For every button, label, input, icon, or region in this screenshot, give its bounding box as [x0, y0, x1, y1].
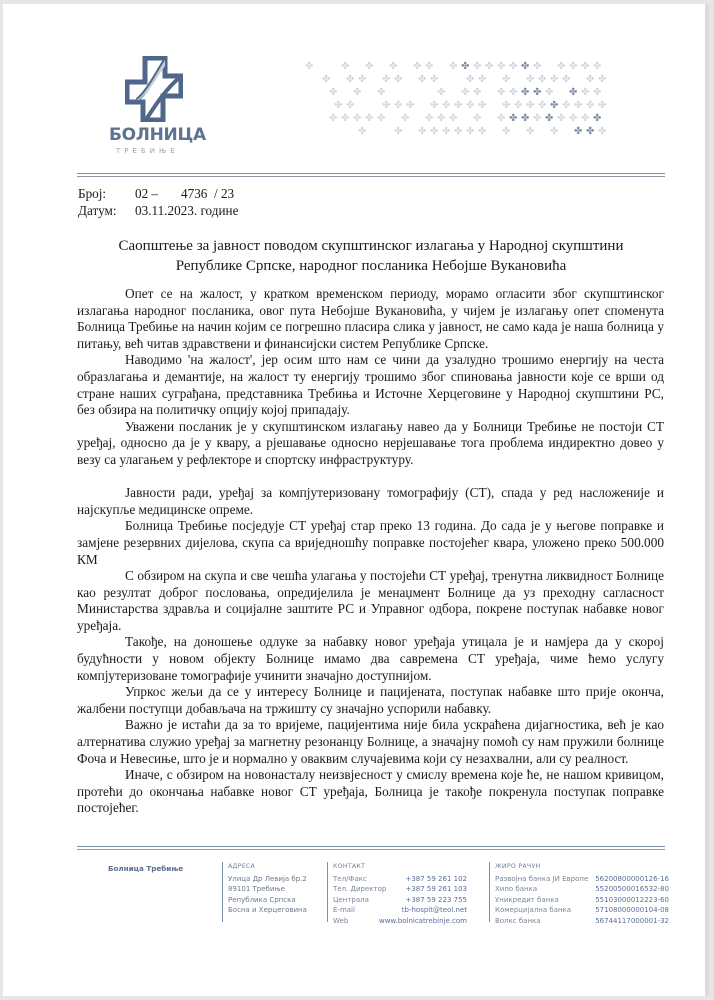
pattern-cross-icon: ✤	[509, 87, 518, 98]
pattern-cross-icon: ✤	[526, 126, 535, 137]
pattern-cross-icon: ✤	[478, 126, 487, 137]
number-label: Број:	[78, 186, 107, 201]
pattern-cross-icon: ✤	[509, 113, 518, 124]
account-row	[495, 895, 669, 906]
address-line: 89101 Требиње	[228, 885, 285, 894]
pattern-cross-icon: ✤	[473, 113, 482, 124]
pattern-cross-icon: ✤	[533, 113, 542, 124]
logo-title: БОЛНИЦА	[109, 125, 206, 145]
pattern-cross-icon: ✤	[413, 61, 422, 72]
document-title	[77, 236, 665, 276]
pattern-cross-icon: ✤	[521, 113, 530, 124]
pattern-cross-icon: ✤	[322, 74, 331, 85]
paragraph: Важно је истаћи да за то вријеме, пацијентима није била ускраћена дијагностика, већ је као алтернатива служио уређај за магнетну резонанцу Болнице, а значајну помоћ су нам пружили болнице Фоча и Невесиње, што је и нормално у оваквим случајевима који су незахвални, али су реалност.	[77, 717, 664, 766]
address-line: Република Српска	[228, 895, 296, 904]
pattern-cross-icon: ✤	[341, 61, 350, 72]
paragraph: Болница Требиње посједује СТ уређај стар преко 13 година. До сада је у његове поправке и замјене резервних дијелова, скупа са вриједношћу поправке постојећег квара, уложено преко 500.000 КМ	[77, 518, 664, 567]
pattern-cross-icon: ✤	[550, 100, 559, 111]
pattern-cross-icon: ✤	[514, 100, 523, 111]
pattern-cross-icon: ✤	[466, 100, 475, 111]
reference-block	[78, 185, 238, 219]
pattern-cross-icon: ✤	[401, 113, 410, 124]
footer-organization: Болница Требиње	[108, 864, 184, 873]
pattern-cross-icon: ✤	[382, 74, 391, 85]
pattern-cross-icon: ✤	[454, 100, 463, 111]
pattern-cross-icon: ✤	[581, 87, 590, 98]
pattern-cross-icon: ✤	[305, 61, 314, 72]
reference-number-row	[78, 185, 238, 202]
pattern-cross-icon: ✤	[377, 87, 386, 98]
logo-subtitle: ТРЕБИЊЕ	[116, 147, 179, 155]
pattern-cross-icon: ✤	[574, 126, 583, 137]
pattern-cross-icon: ✤	[478, 74, 487, 85]
pattern-cross-icon: ✤	[497, 87, 506, 98]
title-line-1: Саопштење за јавност поводом скупштинског излагања у Народној скупштини	[118, 238, 624, 254]
pattern-cross-icon: ✤	[394, 126, 403, 137]
pattern-cross-icon: ✤	[329, 113, 338, 124]
pattern-cross-icon: ✤	[382, 100, 391, 111]
bank-name: Комерцијална банка	[495, 906, 572, 915]
paragraph: Наводимо 'на жалост', јер осим што нам се чини да узалудно трошимо енергију на честа образлагања и демантије, на жалост ту енергију трошимо због спиновања јавности које се врши од стране наших суграђана, представника Требиња и Источне Херцеговине у Народној скупштини РС, без обзира на политичку опцију којој припадају.	[77, 352, 664, 418]
contact-value: +387 59 261 102	[405, 874, 467, 883]
pattern-cross-icon: ✤	[394, 100, 403, 111]
number-part-3: / 23	[214, 186, 235, 201]
pattern-cross-icon: ✤	[449, 113, 458, 124]
pattern-cross-icon: ✤	[353, 113, 362, 124]
pattern-cross-icon: ✤	[353, 87, 362, 98]
pattern-cross-icon: ✤	[497, 113, 506, 124]
account-number: 55200500016532-80	[595, 885, 669, 894]
pattern-cross-icon: ✤	[593, 87, 602, 98]
pattern-cross-icon: ✤	[586, 100, 595, 111]
website-link[interactable]: www.bolnicatrebinje.com	[379, 916, 467, 925]
paragraph: Опет се на жалост, у кратком временском периоду, морамо огласити због скупштинског излагања народног посланика, овог пута Небојше Вукановића, у чијем је излагању опет споменута Болница Требиње на начин којим се погрешно пласира слика у јавност, не само када је наша болница у питању, већ читав здравствени и финансијски систем Републике Српске.	[77, 286, 664, 351]
pattern-cross-icon: ✤	[526, 74, 535, 85]
pattern-cross-icon: ✤	[502, 74, 511, 85]
contact-label: Централа	[333, 895, 369, 904]
pattern-cross-icon: ✤	[598, 74, 607, 85]
bank-name: Развојна банка ЈИ Европе	[495, 874, 589, 883]
account-number: 55103000012223-60	[595, 895, 669, 904]
contact-label: Тел. Директор	[333, 885, 387, 894]
contact-row	[333, 916, 467, 927]
bank-name: Волкс банка	[495, 916, 541, 925]
pattern-cross-icon: ✤	[377, 113, 386, 124]
pattern-cross-icon: ✤	[346, 100, 355, 111]
pattern-cross-icon: ✤	[389, 61, 398, 72]
accounts-heading: ЖИРО РАЧУН	[495, 863, 541, 870]
contact-row	[333, 895, 467, 906]
paragraph: Јавности ради, уређај за компјутеризовану томографију (СТ), спада у ред насложеније и најскупље медицинске опреме.	[77, 485, 664, 517]
pattern-cross-icon: ✤	[449, 61, 458, 72]
contact-row	[333, 905, 467, 916]
pattern-cross-icon: ✤	[502, 126, 511, 137]
pattern-cross-icon: ✤	[418, 74, 427, 85]
pattern-cross-icon: ✤	[521, 61, 530, 72]
pattern-cross-icon: ✤	[437, 113, 446, 124]
pattern-cross-icon: ✤	[358, 74, 367, 85]
pattern-cross-icon: ✤	[341, 113, 350, 124]
pattern-cross-icon: ✤	[442, 100, 451, 111]
pattern-cross-icon: ✤	[569, 87, 578, 98]
paragraph: Такође, на доношење одлуке за набавку новог уређаја утицала је и намјера да у скорој будућности у новом објекту Болнице имамо два савремена СТ уређаја, чиме ћемо услугу компјутеризоване томографије учинити значајно доступнијом.	[77, 634, 664, 683]
pattern-cross-icon: ✤	[562, 74, 571, 85]
pattern-cross-icon: ✤	[358, 126, 367, 137]
header-divider	[77, 173, 665, 177]
pattern-cross-icon: ✤	[502, 100, 511, 111]
pattern-cross-icon: ✤	[418, 126, 427, 137]
title-line-2: Републике Српске, народног посланика Небојше Вукановића	[175, 258, 567, 274]
pattern-cross-icon: ✤	[461, 61, 470, 72]
pattern-cross-icon: ✤	[581, 61, 590, 72]
footer-accounts	[489, 862, 669, 925]
contact-row	[333, 874, 467, 885]
contact-value: +387 59 261 103	[405, 885, 467, 894]
date-value: 03.11.2023. године	[135, 203, 239, 218]
pattern-cross-icon: ✤	[538, 100, 547, 111]
document-page	[3, 4, 709, 996]
hospital-cross-icon	[125, 56, 183, 122]
number-part-1: 02 –	[135, 186, 159, 201]
document-body	[77, 286, 664, 817]
pattern-cross-icon: ✤	[334, 100, 343, 111]
pattern-cross-icon: ✤	[466, 126, 475, 137]
pattern-cross-icon: ✤	[425, 113, 434, 124]
account-row	[495, 905, 669, 916]
pattern-cross-icon: ✤	[562, 100, 571, 111]
contact-label: Web	[333, 916, 349, 925]
pattern-cross-icon: ✤	[485, 61, 494, 72]
pattern-cross-icon: ✤	[586, 126, 595, 137]
number-part-2: 4736	[181, 186, 208, 201]
pattern-cross-icon: ✤	[550, 74, 559, 85]
address-heading: АДРЕСА	[228, 863, 256, 870]
pattern-cross-icon: ✤	[538, 74, 547, 85]
pattern-cross-icon: ✤	[593, 113, 602, 124]
pattern-cross-icon: ✤	[365, 113, 374, 124]
account-number: 56744117000001-32	[595, 916, 669, 925]
paragraph: Иначе, с обзиром на новонасталу неизвјесност у смислу времена које ће, не нашом кривицом, протећи до окончања набавке новог СТ уређаја, Болница је такође покренула поступак поправке постојећег.	[77, 767, 664, 816]
pattern-cross-icon: ✤	[557, 113, 566, 124]
pattern-cross-icon: ✤	[430, 74, 439, 85]
pattern-cross-icon: ✤	[586, 74, 595, 85]
contact-label: Тел/Факс	[333, 874, 367, 883]
pattern-cross-icon: ✤	[437, 87, 446, 98]
pattern-cross-icon: ✤	[497, 61, 506, 72]
paragraph: Уважени посланик је у скупштинском излагању навео да у Болници Требиње не постоји СТ уређај, односно да је у квару, а рјешавање односно нерјешавање тога проблема индиректно довео у везу са улагањем у рефлекторе и спортску инфраструктуру.	[77, 418, 664, 467]
pattern-cross-icon: ✤	[557, 61, 566, 72]
address-line: Улица Др Левија бр.2	[228, 874, 307, 883]
account-row	[495, 916, 669, 927]
pattern-cross-icon: ✤	[526, 100, 535, 111]
account-number: 57108000000104-08	[595, 906, 669, 915]
pattern-cross-icon: ✤	[545, 113, 554, 124]
pattern-cross-icon: ✤	[454, 126, 463, 137]
pattern-cross-icon: ✤	[521, 87, 530, 98]
pattern-cross-icon: ✤	[478, 100, 487, 111]
pattern-cross-icon: ✤	[533, 61, 542, 72]
pattern-cross-icon: ✤	[329, 87, 338, 98]
footer-contact	[327, 862, 467, 925]
pattern-cross-icon: ✤	[442, 126, 451, 137]
pattern-cross-icon: ✤	[425, 61, 434, 72]
reference-date-row	[78, 202, 238, 219]
small-cross-pattern-icon	[293, 62, 605, 142]
pattern-cross-icon: ✤	[473, 61, 482, 72]
paragraph: Упркос жељи да се у интересу Болнице и пацијената, поступак набавке што прије оконча, жалбени поступци добављача на тржишту су значајно успорили набавку.	[77, 684, 664, 716]
pattern-cross-icon: ✤	[545, 87, 554, 98]
contact-heading: КОНТАКТ	[333, 863, 366, 870]
contact-label: E-mail	[333, 906, 355, 915]
pattern-cross-icon: ✤	[598, 100, 607, 111]
pattern-cross-icon: ✤	[394, 74, 403, 85]
pattern-cross-icon: ✤	[406, 100, 415, 111]
pattern-cross-icon: ✤	[550, 126, 559, 137]
pattern-cross-icon: ✤	[509, 61, 518, 72]
pattern-cross-icon: ✤	[581, 113, 590, 124]
address-line: Босна и Херцеговина	[228, 906, 307, 915]
contact-value: +387 59 223 755	[405, 895, 467, 904]
pattern-cross-icon: ✤	[598, 126, 607, 137]
bank-name: Уникредит банка	[495, 895, 559, 904]
contact-row	[333, 884, 467, 895]
account-row	[495, 874, 669, 885]
paragraph: С обзиром на скупа и све чешћа улагања у постојећи СТ уређај, тренутна ликвидност Болнице као резултат доброг пословања, опредијелила је менаџмент Болнице да уз преходну сагласност Министарства здравља и социјалне заштите РС и Управног одбора, покрене поступак набавке новог уређаја.	[77, 568, 664, 633]
pattern-cross-icon: ✤	[430, 100, 439, 111]
account-row	[495, 884, 669, 895]
pattern-cross-icon: ✤	[466, 74, 475, 85]
pattern-cross-icon: ✤	[593, 61, 602, 72]
date-label: Датум:	[78, 203, 117, 218]
footer-address	[222, 862, 332, 922]
pattern-cross-icon: ✤	[473, 87, 482, 98]
pattern-cross-icon: ✤	[461, 87, 470, 98]
email-link[interactable]: tb-hospit@teol.net	[401, 906, 467, 915]
account-number: 56200800000126-16	[595, 874, 669, 883]
pattern-cross-icon: ✤	[569, 61, 578, 72]
bank-name: Хипо банка	[495, 885, 538, 894]
footer-divider	[77, 846, 665, 850]
hospital-logo	[103, 54, 206, 155]
pattern-cross-icon: ✤	[569, 113, 578, 124]
pattern-cross-icon: ✤	[430, 126, 439, 137]
pattern-cross-icon: ✤	[365, 61, 374, 72]
pattern-cross-icon: ✤	[533, 87, 542, 98]
pattern-cross-icon: ✤	[346, 74, 355, 85]
pattern-cross-icon: ✤	[574, 100, 583, 111]
